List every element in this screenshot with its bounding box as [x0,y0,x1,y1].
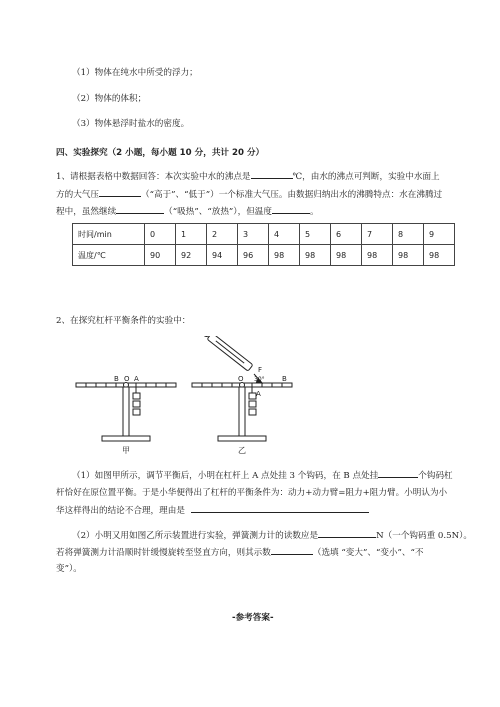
answer-section-title: -参考答案- [232,613,274,623]
question-3-2: （2）物体的体积； [72,94,147,104]
label-F: F [258,366,263,374]
exp2-text: 若将弹簧测力计沿顺时针缓慢旋转至竖直方向，则其示数 [56,548,271,558]
exp2-p1-line-2: 杆恰好在原位置平衡。于是小华便得出了杠杆的平衡条件为：动力+动力臂=阻力+阻力臂。小明认为小 [56,488,448,498]
scale-reading-blank [318,528,376,538]
table-cell: 98 [424,245,455,266]
table-cell: 96 [238,245,269,266]
table-cell: 1 [176,224,207,245]
table-cell: 3 [238,224,269,245]
boiling-point-blank [251,169,293,179]
table-cell: 90 [145,245,176,266]
table-cell: 4 [269,224,300,245]
exp2-p2-line-2 [56,545,424,558]
reading-change-blank [271,545,313,555]
exp2-text: N（一个钩码重 0.5N）。 [376,531,472,541]
label-O-yi: O [238,375,244,383]
table-cell: 8 [393,224,424,245]
exp2-text: （选填 “变大”、“变小”、“不 [312,548,424,558]
table-cell: 时间/min [73,224,145,245]
table-row [73,224,455,245]
label-yi: 乙 [238,446,246,455]
exp1-text: （“吸热”、“放热”），但温度 [164,207,272,217]
reason-blank [191,503,369,513]
exp1-line-3 [56,204,319,217]
figure-jia [76,383,176,442]
table-cell: 9 [424,224,455,245]
exp1-line-2 [56,187,442,200]
table-row [73,245,455,266]
exp1-line-1 [56,169,440,182]
table-cell: 98 [393,245,424,266]
table-cell: 6 [331,224,362,245]
pressure-blank [99,187,141,197]
exp2-text: （2）小明又用如图乙所示装置进行实验，弹簧测力计的读数应是 [72,531,319,541]
table-cell: 98 [300,245,331,266]
label-B-yi: B [282,375,287,383]
section-heading: 四、实验探究（2 小题，每小题 10 分，共计 20 分） [56,148,265,158]
exp1-text: （“高于”、“低于”）一个标准大气压。由数据归纳出水的沸腾特点：水在沸腾过 [140,190,443,200]
label-B: B [114,375,119,383]
exp2-text: 华这样得出的结论不合理，理由是 [56,506,185,516]
table-cell: 2 [207,224,238,245]
table-cell: 94 [207,245,238,266]
exp2-p2-line-3: 变”）。 [56,564,82,574]
label-A-yi: A [256,390,261,398]
heat-blank [116,204,164,214]
label-jia: 甲 [122,446,130,455]
figure-yi [192,336,292,441]
exp1-text: 程中，虽然继续 [56,207,117,217]
boiling-data-table [72,223,455,266]
exp1-text: ℃，由水的沸点可判断，实验中水面上 [292,172,440,182]
exp2-text: （1）如图甲所示，调节平衡后，小明在杠杆上 A 点处挂 3 个钩码，在 B 点处挂 [72,471,379,481]
label-O: O [124,375,130,383]
exp2-p1-line-3 [56,503,369,516]
table-cell: 温度/℃ [73,245,145,266]
table-cell: 98 [269,245,300,266]
label-30deg: 30° [254,376,265,383]
question-3-1: （1）物体在纯水中所受的浮力； [72,68,198,78]
exp2-text: 个钩码杠 [418,471,453,481]
lever-figure [72,336,312,460]
temperature-blank [272,204,310,214]
exp2-intro: 2、在探究杠杆平衡条件的实验中： [56,316,191,326]
table-cell: 98 [331,245,362,266]
exp2-p2-line-1 [72,528,472,541]
table-cell: 0 [145,224,176,245]
hook-count-blank [378,468,418,478]
label-A: A [134,375,139,383]
table-cell: 5 [300,224,331,245]
table-cell: 92 [176,245,207,266]
exp1-text: 。 [309,207,319,217]
exp1-text: 方的大气压 [56,190,99,200]
exp2-p1-line-1 [72,468,453,481]
exp1-text: 1、请根据表格中数据回答：本次实验中水的沸点是 [56,172,251,182]
table-cell: 7 [362,224,393,245]
table-cell: 98 [362,245,393,266]
question-3-3: （3）物体悬浮时盐水的密度。 [72,119,190,129]
